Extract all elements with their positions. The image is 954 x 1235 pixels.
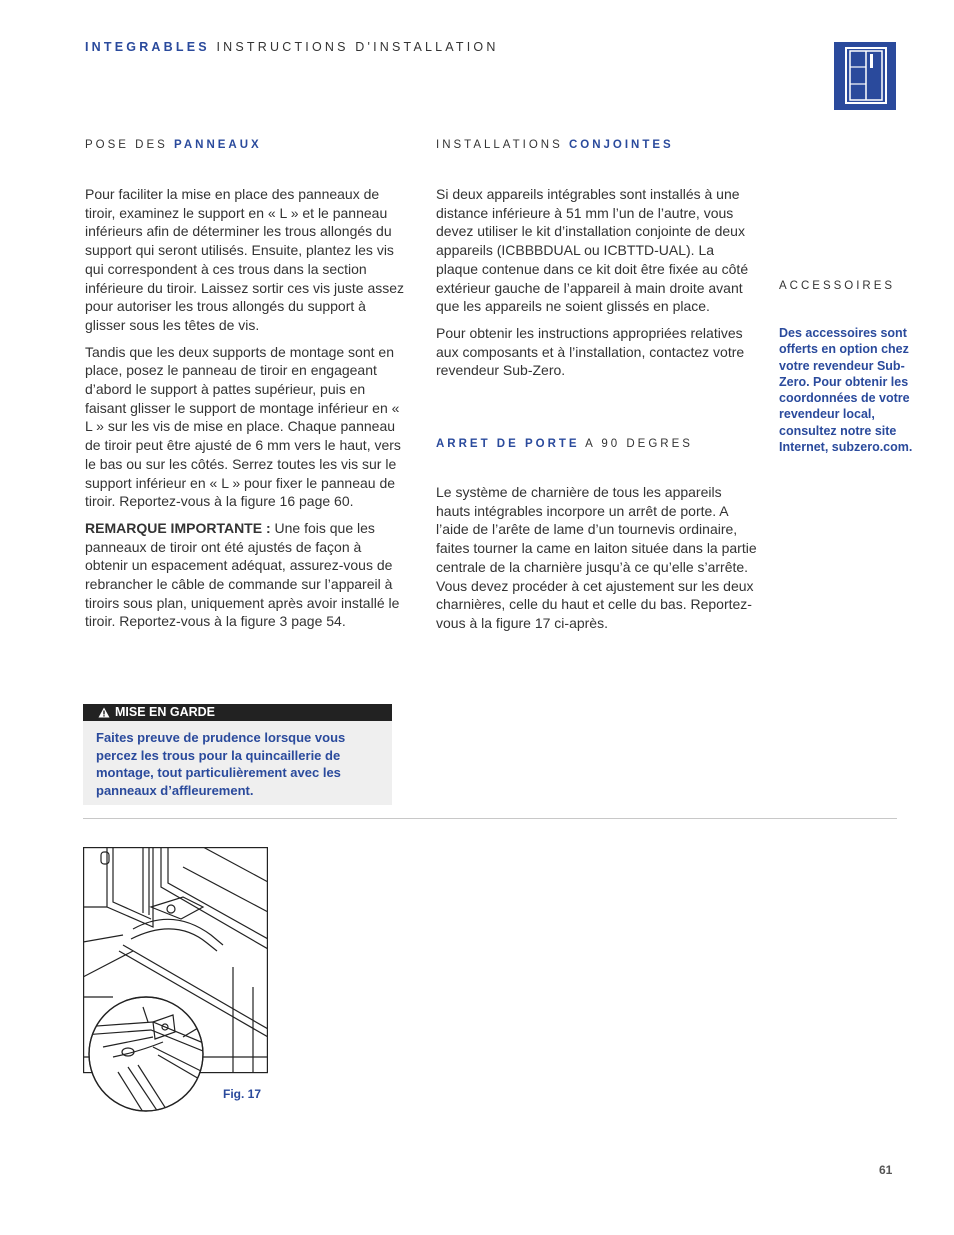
panneaux-body xyxy=(85,185,407,639)
figure-17-hinge-illustration xyxy=(83,847,268,1112)
title-prefix: INSTALLATIONS xyxy=(436,139,563,151)
title-suffix: A 90 DEGRES xyxy=(585,438,693,450)
paragraph: Tandis que les deux supports de montage sont en place, posez le panneau de tiroir en engageant d’abord le support à pattes supérieur, puis en faisant glisser le support de montage inférieur en « L » sur les vis de mise en place. Chaque panneau de tiroir peut être ajusté de 6 mm vers le haut, vers le bas ou sur les côtés. Serrez toutes les vis sur le support inférieur en « L » pour fixer le panneau de tiroir. Reportez-vous à la figure 16 page 60. xyxy=(85,343,401,510)
section-title-conjointes xyxy=(436,139,674,151)
warning-box xyxy=(83,704,392,805)
running-header xyxy=(85,40,499,54)
figure-caption: Fig. 17 xyxy=(223,1087,262,1101)
remark-label: REMARQUE IMPORTANTE : xyxy=(85,519,271,536)
page-number: 61 xyxy=(879,1163,893,1177)
paragraph: Si deux appareils intégrables sont installés à une distance inférieure à 51 mm l’un de l’autre, vous devez utiliser le kit d’installation conjointe de deux appareils (ICBBBDUAL ou ICBTTD-UAL). La plaque contenue dans ce kit doit être fixée au côté extérieur gauche de l’appareil à main droite avant que les appareils ne soient glissés en place. xyxy=(436,186,749,315)
title-prefix: POSE DES xyxy=(85,139,168,151)
accessoires-text: Des accessoires sont offerts en option chez votre revendeur Sub-Zero. Pour obtenir les coordonnées de votre revendeur local, consultez notre site Internet, subzero.com. xyxy=(779,326,913,455)
arret-body xyxy=(436,483,758,641)
header-brand: INTEGRABLES xyxy=(85,40,210,54)
warning-text: Faites preuve de prudence lorsque vous percez les trous pour la quincaillerie de montage, tout particulièrement avec les panneaux d’affleurement. xyxy=(96,730,346,798)
title-highlight: ARRET DE PORTE xyxy=(436,438,580,450)
section-title-panneaux xyxy=(85,139,262,151)
header-title: INSTRUCTIONS D'INSTALLATION xyxy=(216,40,499,54)
paragraph: Pour faciliter la mise en place des panneaux de tiroir, examinez le support en « L » et le panneau inférieurs afin de déterminer les trous allongés du support qui seront utilisés. Ensuite, plantez les vis qui correspondent à ces trous dans la section inférieure du tiroir. Laissez sortir ces vis juste assez pour autoriser les trous allongés du support à glisser sous les têtes de vis. xyxy=(85,186,405,333)
warning-header xyxy=(83,704,392,721)
paragraph: Le système de charnière de tous les appareils hauts intégrables incorpore un arrêt de porte. A l’aide de l’arête de lame d’un tournevis ordinaire, faites tourner la came en laiton située dans la partie centrale de la charnière jusqu’à ce qu’elle s’arrête. Vous devez procéder à cet ajustement sur les deux charnières, celle du haut et celle du bas. Reportez-vous à la figure 17 ci-après. xyxy=(436,484,757,631)
section-title-accessoires: ACCESSOIRES xyxy=(779,280,896,292)
warning-triangle-icon xyxy=(98,707,110,718)
section-title-arret xyxy=(436,438,693,450)
divider xyxy=(83,818,897,819)
conjointes-body xyxy=(436,185,758,388)
remark-paragraph xyxy=(85,519,407,631)
title-highlight: PANNEAUX xyxy=(174,139,262,151)
warning-label: MISE EN GARDE xyxy=(115,705,216,719)
refrigerator-logo-icon xyxy=(834,42,896,110)
remark-text: Une fois que les panneaux de tiroir ont été ajustés de façon à obtenir un espacement adéquat, assurez-vous de rebrancher le câble de commande sur l’appareil à tiroirs sous plan, uniquement après avoir installé le tiroir. Reportez-vous à la figure 3 page 54. xyxy=(85,519,400,630)
title-highlight: CONJOINTES xyxy=(568,139,674,151)
paragraph: Pour obtenir les instructions appropriées relatives aux composants et à l’installation, contactez votre revendeur Sub-Zero. xyxy=(436,324,745,379)
